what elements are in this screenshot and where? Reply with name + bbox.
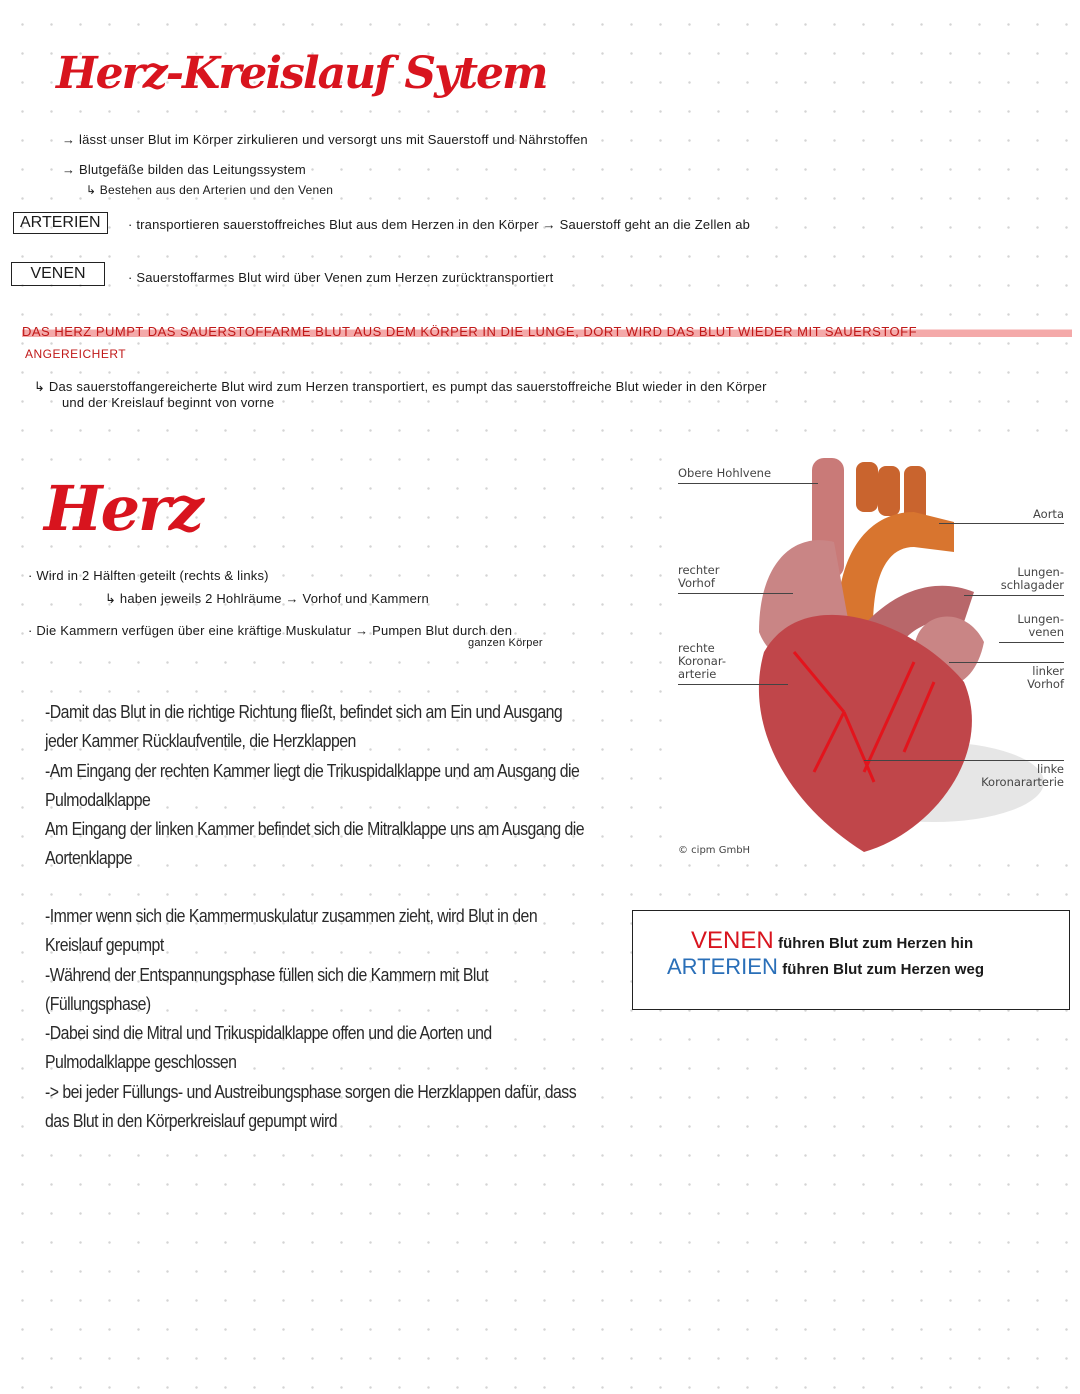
text-line: → lässt unser Blut im Körper zirkulieren und versorgt uns mit Sauerstoff und Nährstoffen (62, 132, 588, 147)
arterien-word: ARTERIEN (667, 954, 778, 979)
venen-rule: führen Blut zum Herzen hin (778, 935, 974, 952)
label-linker-vorhof: linker Vorhof (1027, 664, 1064, 691)
venen-word: VENEN (691, 927, 774, 954)
text-line: -Während der Entspannungsphase füllen sich die Kammern mit Blut (45, 964, 489, 985)
page-title: Herz-Kreislauf Sytem (56, 48, 547, 99)
arterien-description: · transportieren sauerstoffreiches Blut aus dem Herzen in den Körper → Sauerstoff geht an die Zellen ab (128, 217, 751, 232)
text-line: · Die Kammern verfügen über eine kräftige Muskulatur → Pumpen Blut durch den (28, 623, 513, 638)
label-rechte-koronararterie: rechte Koronar- arterie (678, 641, 726, 681)
text-line: ganzen Körper (468, 637, 543, 649)
paragraph-phasen (45, 902, 576, 1136)
arterien-rule: führen Blut zum Herzen weg (782, 961, 984, 978)
text-line: -Am Eingang der rechten Kammer liegt die Trikuspidalklappe und am Ausgang die (45, 760, 580, 781)
text-line: ↳ haben jeweils 2 Hohlräume → Vorhof und Kammern (105, 591, 429, 606)
venen-description: · Sauerstoffarmes Blut wird über Venen zum Herzen zurücktransportiert (128, 270, 554, 285)
highlight-statement-cont: ANGEREICHERT (25, 347, 127, 361)
text-line: Pulmodalklappe (45, 789, 151, 810)
image-credit: © cipm GmbH (678, 845, 751, 856)
text-line: ↳ Bestehen aus den Arterien und den Venen (86, 183, 334, 197)
label-lungenvenen: Lungen- venen (1017, 612, 1064, 639)
note-line-arterien (667, 954, 984, 980)
text-line: jeder Kammer Rücklaufventile, die Herzklappen (45, 731, 356, 752)
highlight-statement: DAS HERZ PUMPT DAS SAUERSTOFFARME BLUT AUS DEM KÖRPER IN DIE LUNGE, DORT WIRD DAS BLUT WIEDER MIT SAUERSTOFF (22, 324, 1072, 339)
text-line: und der Kreislauf beginnt von vorne (62, 395, 275, 410)
text-line: -> bei jeder Füllungs- und Austreibungsphase sorgen die Herzklappen dafür, dass (45, 1081, 577, 1102)
text-line: → Blutgefäße bilden das Leitungssystem (62, 162, 306, 177)
text-line: -Damit das Blut in die richtige Richtung fließt, befindet sich am Ein und Ausgang (45, 702, 563, 722)
section-title: Herz (44, 472, 202, 545)
paragraph-herzklappen (45, 698, 584, 874)
text-line: Am Eingang der linken Kammer befindet sich die Mitralklappe uns am Ausgang die (45, 819, 585, 840)
text-line: ↳ Das sauerstoffangereicherte Blut wird zum Herzen transportiert, es pumpt das sauerstoffreiche Blut wieder in den Körper (34, 379, 767, 394)
arterien-label-box: ARTERIEN (13, 212, 108, 234)
text-line: Pulmodalklappe geschlossen (45, 1052, 237, 1073)
text-line: (Füllungsphase) (45, 993, 151, 1014)
venen-label-box: VENEN (11, 262, 105, 286)
heart-diagram (664, 452, 1074, 864)
text-line: · Wird in 2 Hälften geteilt (rechts & links) (28, 568, 269, 583)
text-line: Kreislauf gepumpt (45, 935, 164, 956)
summary-note-box (632, 910, 1070, 1010)
label-aorta: Aorta (1033, 507, 1064, 521)
text-line: Aortenklappe (45, 848, 133, 869)
text-line: -Dabei sind die Mitral und Trikuspidalklappe offen und die Aorten und (45, 1023, 492, 1044)
label-linke-koronararterie: linke Koronararterie (981, 762, 1064, 789)
label-rechter-vorhof: rechter Vorhof (678, 563, 720, 590)
label-lungenschlagader: Lungen- schlagader (1000, 565, 1064, 592)
text-line: das Blut in den Körperkreislauf gepumpt wird (45, 1111, 337, 1132)
note-line-venen (691, 927, 973, 955)
text-line: -Immer wenn sich die Kammermuskulatur zusammen zieht, wird Blut in den (45, 906, 538, 926)
label-obere-hohlvene: Obere Hohlvene (678, 466, 772, 480)
